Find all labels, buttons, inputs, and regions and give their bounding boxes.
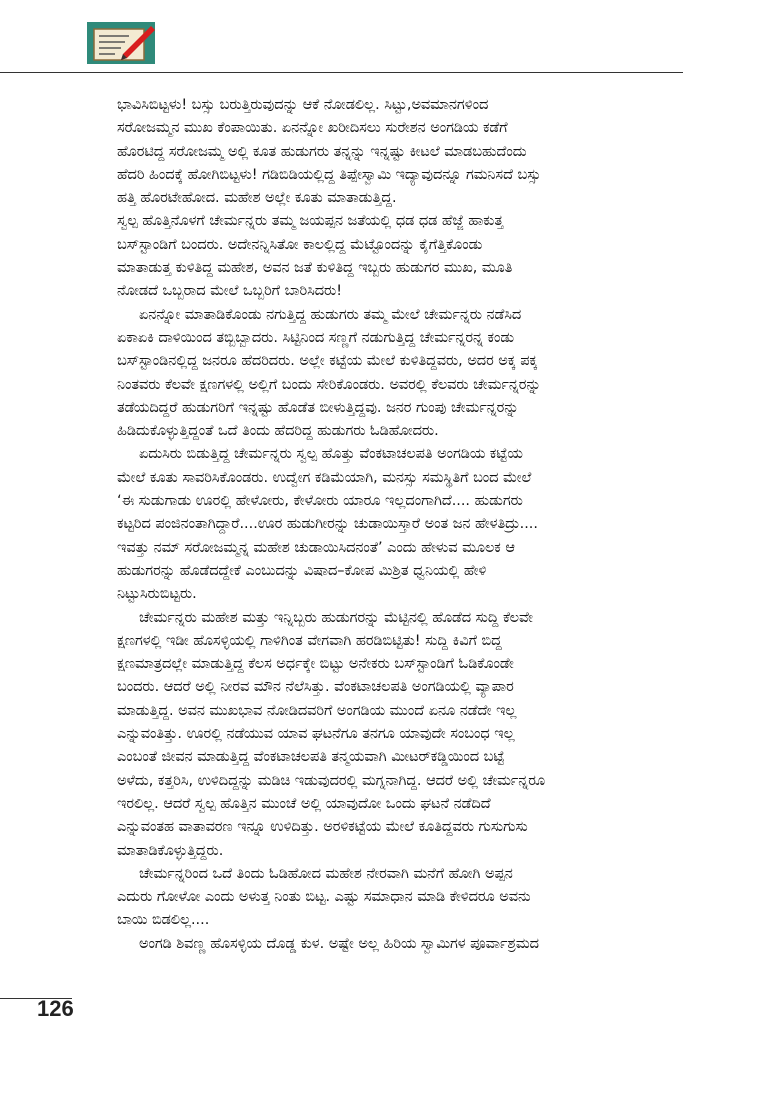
text-line: ಹಿಡಿದುಕೊಳ್ಳುತ್ತಿದ್ದಂತೆ ಒದೆ ತಿಂದು ಹೆದರಿದ್ದ ಹುಡುಗರು ಓಡಿಹೋದರು. (117, 423, 439, 440)
text-line: ಮಾತಾಡುತ್ತ ಕುಳಿತಿದ್ದ ಮಹೇಶ, ಅವನ ಜತೆ ಕುಳಿತಿದ್ದ ಇಬ್ಬರು ಹುಡುಗರ ಮುಖ, ಮೂತಿ (117, 260, 513, 277)
text-line: ಬಸ್‌ಸ್ಟಾಂಡಿನಲ್ಲಿದ್ದ ಜನರೂ ಹೆದರಿದರು. ಅಲ್ಲೇ ಕಟ್ಟೆಯ ಮೇಲೆ ಕುಳಿತಿದ್ದವರು, ಅದರ ಅಕ್ಕ ಪಕ್ಕ (117, 353, 538, 370)
text-line: ನೋಡದೆ ಒಬ್ಬರಾದ ಮೇಲೆ ಒಬ್ಬರಿಗೆ ಬಾರಿಸಿದರು! (117, 283, 343, 300)
text-line: ಏದುಸಿರು ಬಿಡುತ್ತಿದ್ದ ಚೇರ್ಮನ್ನರು ಸ್ವಲ್ಪ ಹೊತ್ತು ವೆಂಕಟಾಚಲಪತಿ ಅಂಗಡಿಯ ಕಟ್ಟೆಯ (139, 446, 523, 463)
text-line: ಎನ್ನುವಂತಹ ವಾತಾವರಣ ಇನ್ನೂ ಉಳಿದಿತ್ತು. ಅರಳಿಕಟ್ಟೆಯ ಮೇಲೆ ಕೂತಿದ್ದವರು ಗುಸುಗುಸು (117, 819, 528, 836)
text-line: ಏಕಾಏಕಿ ದಾಳಿಯಿಂದ ತಬ್ಬಿಬ್ಬಾದರು. ಸಿಟ್ಟಿನಿಂದ ಸಣ್ಣಗೆ ನಡುಗುತ್ತಿದ್ದ ಚೇರ್ಮನ್ನರನ್ನ ಕಂಡು (117, 329, 515, 346)
text-line: ಮೇಲೆ ಕೂತು ಸಾವರಿಸಿಕೊಂಡರು. ಉದ್ವೇಗ ಕಡಿಮೆಯಾಗಿ, ಮನಸ್ಸು ಸಮಸ್ಥಿತಿಗೆ ಬಂದ ಮೇಲೆ (117, 469, 532, 486)
text-line: ಕಟ್ಟರಿದ ಪಂಜಿನಂತಾಗಿದ್ದಾರೆ....ಊರ ಹುಡುಗೀರನ್ನು ಚುಡಾಯಿಸ್ತಾರೆ ಅಂತ ಜನ ಹೇಳತಿದ್ರು.... (117, 516, 538, 533)
text-line: ಹತ್ತಿ ಹೊರಟೇಹೋದ. ಮಹೇಶ ಅಲ್ಲೇ ಕೂತು ಮಾತಾಡುತ್ತಿದ್ದ. (117, 190, 397, 207)
text-line: ಎದುರು ಗೋಳೋ ಎಂದು ಅಳುತ್ತ ನಿಂತು ಬಿಟ್ಟ. ಎಷ್ಟು ಸಮಾಧಾನ ಮಾಡಿ ಕೇಳಿದರೂ ಅವನು (117, 889, 531, 906)
text-line: ಇರಲಿಲ್ಲ. ಆದರೆ ಸ್ವಲ್ಪ ಹೊತ್ತಿನ ಮುಂಚೆ ಅಲ್ಲಿ ಯಾವುದೋ ಒಂದು ಘಟನೆ ನಡೆದಿದೆ (117, 795, 491, 812)
body-text (117, 94, 677, 956)
text-line: ತಡೆಯದಿದ್ದರೆ ಹುಡುಗರಿಗೆ ಇನ್ನಷ್ಟು ಹೊಡೆತ ಬೀಳುತ್ತಿದ್ದವು. ಜನರ ಗುಂಪು ಚೇರ್ಮನ್ನರನ್ನು (117, 399, 519, 416)
header-rule (0, 72, 683, 73)
text-line: ಭಾವಿಸಿಬಿಟ್ಟಳು! ಬಸ್ಸು ಬರುತ್ತಿರುವುದನ್ನು ಆಕೆ ನೋಡಲಿಲ್ಲ. ಸಿಟ್ಟು,ಅವಮಾನಗಳಿಂದ (117, 97, 489, 113)
text-line: ಚೇರ್ಮನ್ನರಿಂದ ಒದೆ ತಿಂದು ಓಡಿಹೋದ ಮಹೇಶ ನೇರವಾಗಿ ಮನೆಗೆ ಹೋಗಿ ಅಪ್ಪನ (139, 865, 513, 882)
text-line: ಎಂಬಂತೆ ಜೀವನ ಮಾಡುತ್ತಿದ್ದ ವೆಂಕಟಾಚಲಪತಿ ತನ್ಮಯವಾಗಿ ಮೀಟರ್‌ಕಡ್ಡಿಯಿಂದ ಬಟ್ಟೆ (117, 749, 505, 766)
text-line: ಹುಡುಗರನ್ನು ಹೊಡೆದದ್ದೇಕೆ ಎಂಬುದನ್ನು ವಿಷಾದ–ಕೋಪ ಮಿಶ್ರಿತ ಧ್ವನಿಯಲ್ಲಿ ಹೇಳಿ (117, 562, 487, 579)
scroll-and-quill-icon (85, 20, 157, 66)
text-line: ಕ್ಷಣಗಳಲ್ಲಿ ಇಡೀ ಹೊಸಳ್ಳಿಯಲ್ಲಿ ಗಾಳಿಗಿಂತ ವೇಗವಾಗಿ ಹರಡಿಬಿಟ್ಟಿತು! ಸುದ್ದಿ ಕಿವಿಗೆ ಬಿದ್ದ (117, 632, 502, 649)
text-line: ಹೊರಟಿದ್ದ ಸರೋಜಮ್ಮ ಅಲ್ಲಿ ಕೂತ ಹುಡುಗರು ತನ್ನನ್ನು ಇನ್ನಷ್ಟು ಕೀಟಲೆ ಮಾಡಬಹುದೆಂದು (117, 143, 527, 160)
text-line: ಮಾಡುತ್ತಿದ್ದ. ಅವನ ಮುಖಭಾವ ನೋಡಿದವರಿಗೆ ಅಂಗಡಿಯ ಮುಂದೆ ಏನೂ ನಡೆದೇ ಇಲ್ಲ (117, 702, 517, 719)
page-number: 126 (37, 996, 74, 1021)
text-line: ‘ಈ ಸುಡುಗಾಡು ಊರಲ್ಲಿ ಹೇಳೋರು, ಕೇಳೋರು ಯಾರೂ ಇಲ್ಲದಂಗಾಗಿದೆ.... ಹುಡುಗರು (117, 493, 523, 510)
text-line: ಕ್ಷಣಮಾತ್ರದಲ್ಲೇ ಮಾಡುತ್ತಿದ್ದ ಕೆಲಸ ಅರ್ಧಕ್ಕೇ ಬಿಟ್ಟು ಅನೇಕರು ಬಸ್‌ಸ್ಟಾಂಡಿಗೆ ಓಡಿಕೊಂಡೇ (117, 656, 514, 673)
text-line: ಎನ್ನುವಂತಿತ್ತು. ಊರಲ್ಲಿ ನಡೆಯುವ ಯಾವ ಘಟನೆಗೂ ತನಗೂ ಯಾವುದೇ ಸಂಬಂಧ ಇಲ್ಲ (117, 726, 515, 743)
text-line: ಅಂಗಡಿ ಶಿವಣ್ಣ ಹೊಸಳ್ಳಿಯ ದೊಡ್ಡ ಕುಳ. ಅಷ್ಟೇ ಅಲ್ಲ ಹಿರಿಯ ಸ್ವಾಮಿಗಳ ಪೂರ್ವಾಶ್ರಮದ (139, 935, 539, 952)
text-line: ಸರೋಜಮ್ಮನ ಮುಖ ಕೆಂಪಾಯಿತು. ಏನನ್ನೋ ಖರೀದಿಸಲು ಸುರೇಶನ ಅಂಗಡಿಯ ಕಡೆಗೆ (117, 120, 508, 137)
text-line: ಸ್ವಲ್ಪ ಹೊತ್ತಿನೊಳಗೆ ಚೇರ್ಮನ್ನರು ತಮ್ಮ ಜಯಪ್ಪನ ಜತೆಯಲ್ಲಿ ಧಡ ಧಡ ಹೆಜ್ಜೆ ಹಾಕುತ್ತ (117, 213, 504, 230)
text-line: ಏನನ್ನೋ ಮಾತಾಡಿಕೊಂಡು ನಗುತ್ತಿದ್ದ ಹುಡುಗರು ತಮ್ಮ ಮೇಲೆ ಚೇರ್ಮನ್ನರು ನಡೆಸಿದ (139, 306, 522, 323)
text-line: ಚೇರ್ಮನ್ನರು ಮಹೇಶ ಮತ್ತು ಇನ್ನಿಬ್ಬರು ಹುಡುಗರನ್ನು ಮೆಟ್ಟಿನಲ್ಲಿ ಹೊಡೆದ ಸುದ್ದಿ ಕೆಲವೇ (139, 609, 533, 626)
text-line: ಮಾತಾಡಿಕೊಳ್ಳುತ್ತಿದ್ದರು. (117, 842, 224, 859)
text-line: ಅಳೆದು, ಕತ್ತರಿಸಿ, ಉಳಿದಿದ್ದನ್ನು ಮಡಿಚಿ ಇಡುವುದರಲ್ಲಿ ಮಗ್ನನಾಗಿದ್ದ. ಆದರೆ ಅಲ್ಲಿ ಚೇರ್ಮನ್ನರೂ (117, 772, 546, 789)
text-line: ಬಾಯಿ ಬಿಡಲಿಲ್ಲ.... (117, 912, 210, 929)
text-line: ನಿಟ್ಟುಸಿರುಬಿಟ್ಟರು. (117, 586, 197, 603)
text-line: ಬಸ್‌ಸ್ಟಾಂಡಿಗೆ ಬಂದರು. ಅದೇನನ್ನಿಸಿತೋ ಕಾಲಲ್ಲಿದ್ದ ಮೆಟ್ಟೊಂದನ್ನು ಕೈಗೆತ್ತಿಕೊಂಡು (117, 236, 483, 253)
text-line: ಇವತ್ತು ನಮ್ ಸರೋಜಮ್ಮನ್ನ ಮಹೇಶ ಚುಡಾಯಿಸಿದನಂತೆ’ ಎಂದು ಹೇಳುವ ಮೂಲಕ ಆ (117, 539, 515, 556)
text-line: ಬಂದರು. ಆದರೆ ಅಲ್ಲಿ ನೀರವ ಮೌನ ನೆಲೆಸಿತ್ತು. ವೆಂಕಟಾಚಲಪತಿ ಅಂಗಡಿಯಲ್ಲಿ ವ್ಯಾಪಾರ (117, 679, 514, 696)
text-line: ನಿಂತವರು ಕೆಲವೇ ಕ್ಷಣಗಳಲ್ಲಿ ಅಲ್ಲಿಗೆ ಬಂದು ಸೇರಿಕೊಂಡರು. ಅವರಲ್ಲಿ ಕೆಲವರು ಚೇರ್ಮನ್ನರನ್ನು (117, 376, 541, 393)
text-line: ಹೆದರಿ ಹಿಂದಕ್ಕೆ ಹೋಗಿಬಿಟ್ಟಳು! ಗಡಿಬಿಡಿಯಲ್ಲಿದ್ದ ತಿಪ್ಪೇಸ್ವಾಮಿ ಇದ್ಯಾವುದನ್ನೂ ಗಮನಿಸದೆ ಬಸ್ಸು (117, 166, 541, 183)
